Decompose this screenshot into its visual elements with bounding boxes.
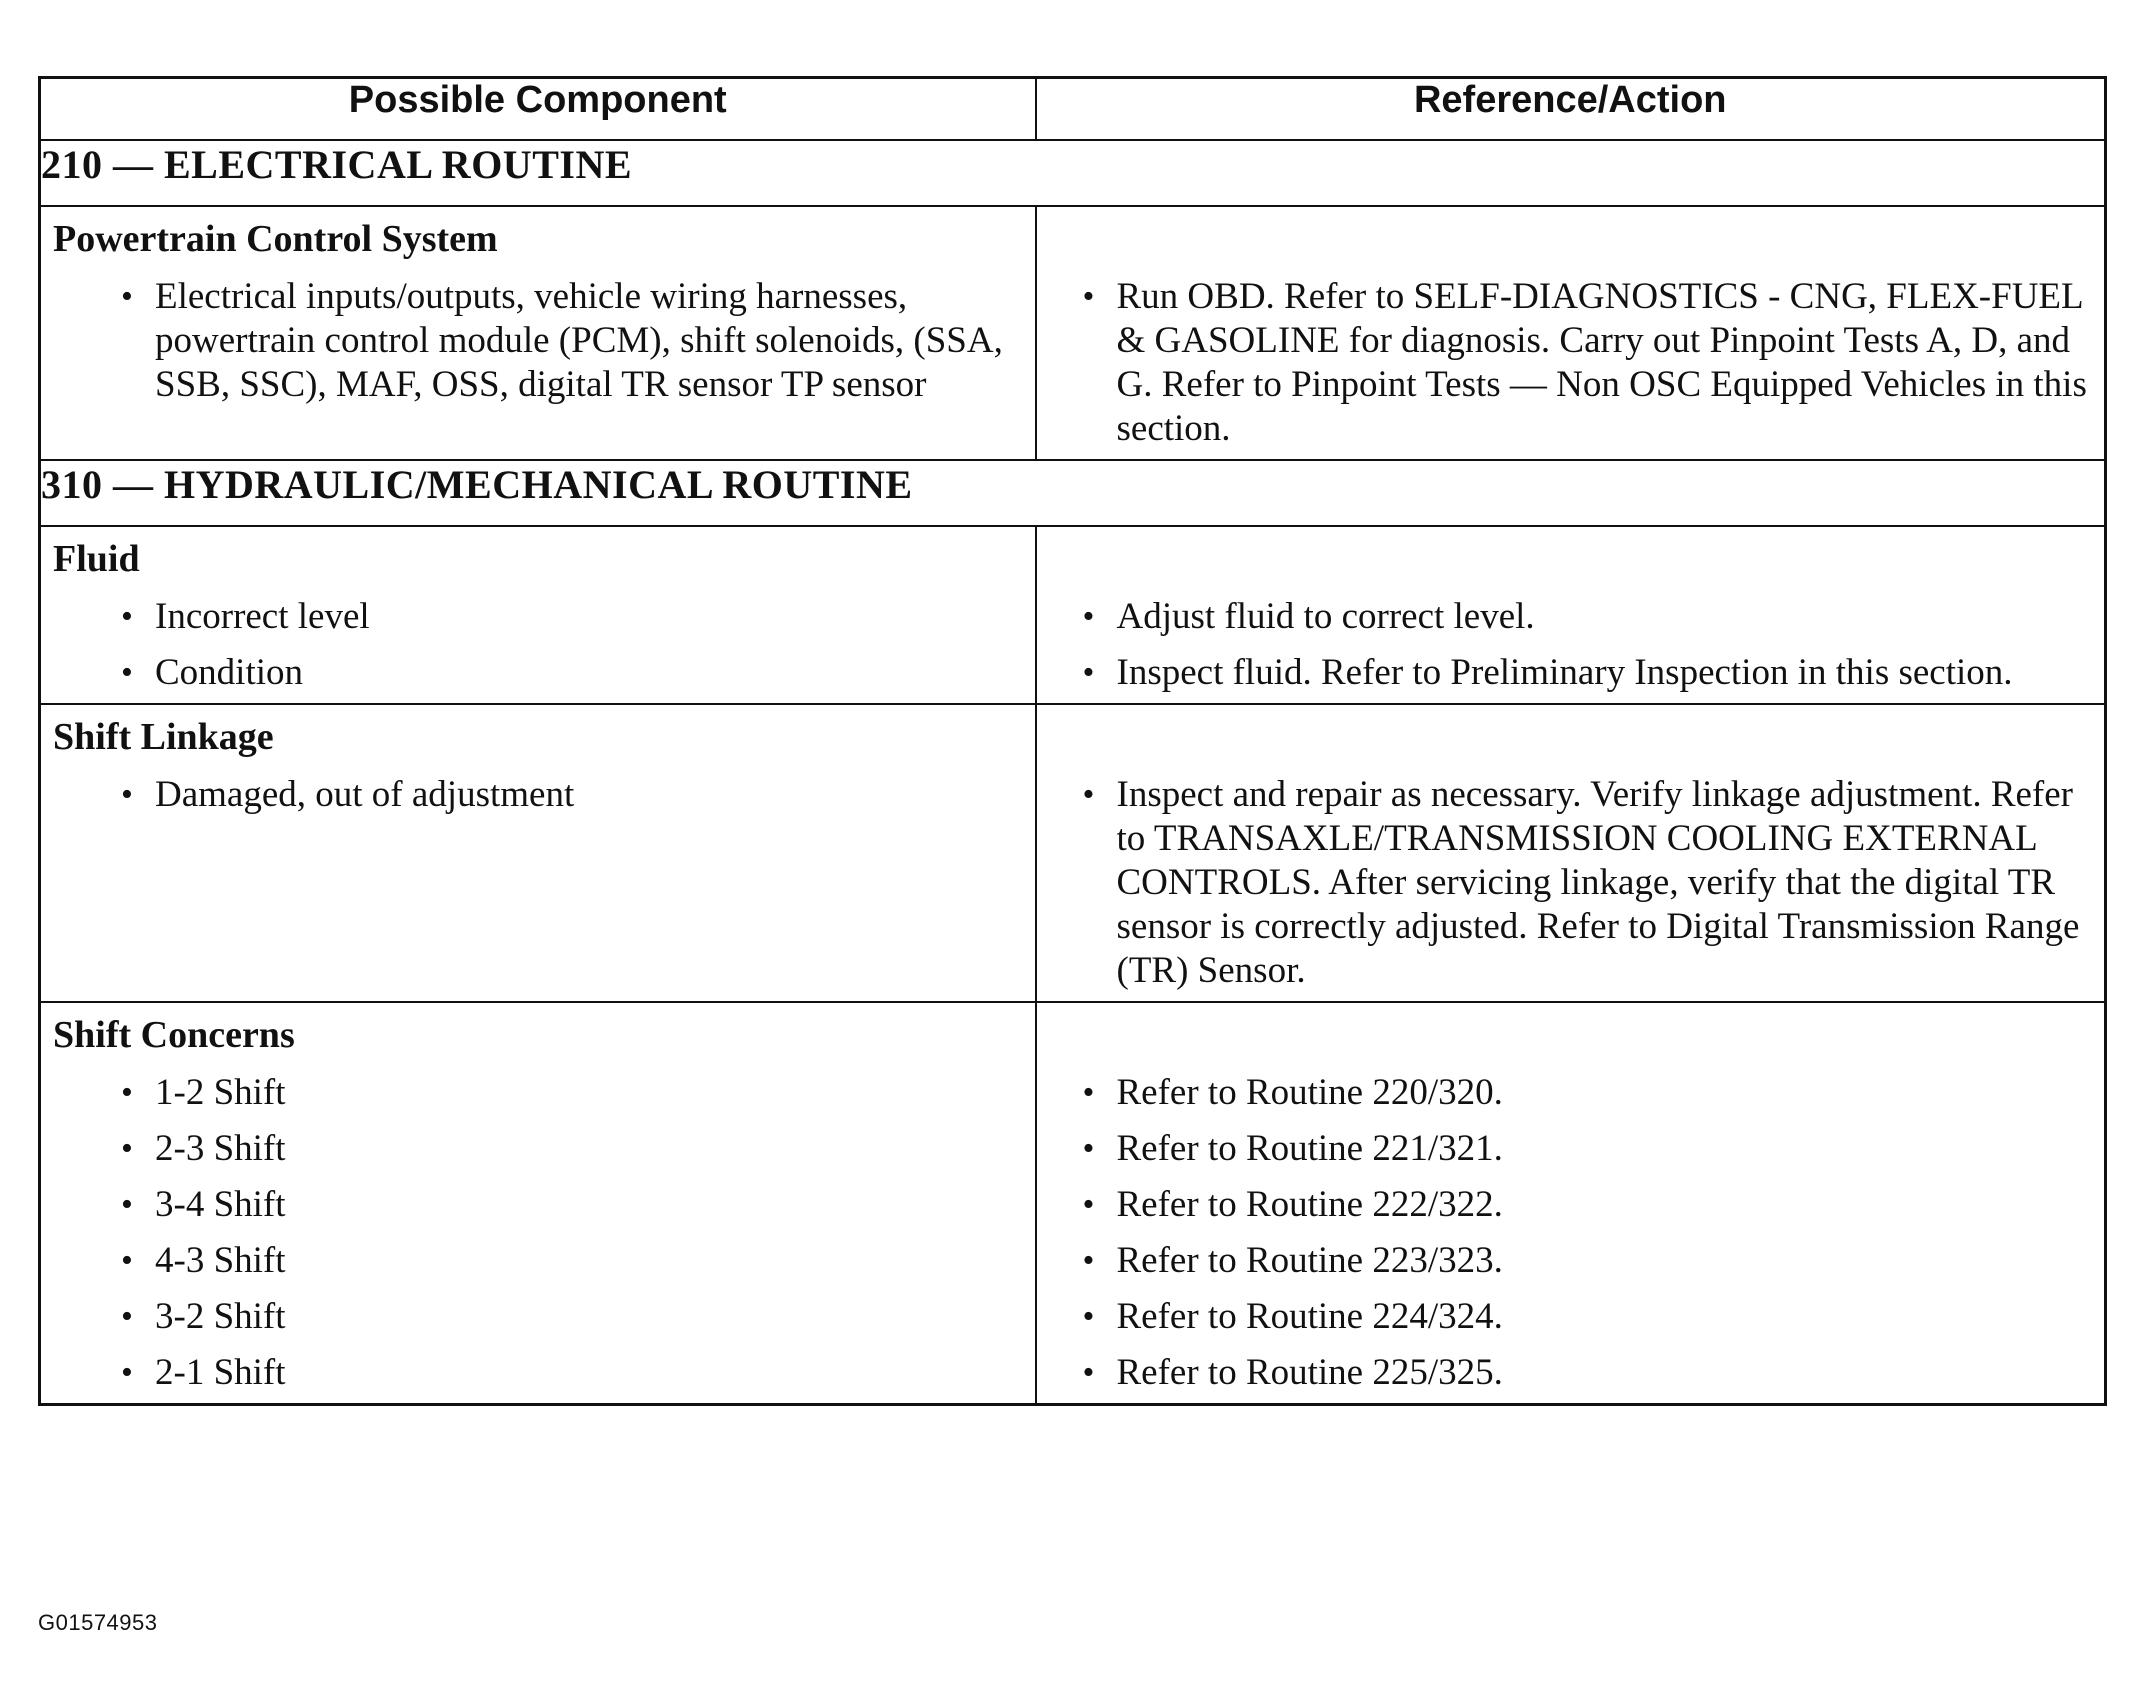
component-text: Damaged, out of adjustment	[155, 774, 575, 815]
bullet-icon: •	[121, 1186, 133, 1223]
figure-id-label: G01574953	[38, 1610, 158, 1635]
bullet-icon: •	[1082, 654, 1095, 691]
component-cell	[40, 1002, 1036, 1405]
list-item	[41, 1295, 1035, 1339]
section-row	[40, 140, 2106, 206]
bullet-icon: •	[121, 776, 133, 813]
list-item	[1037, 1183, 2105, 1227]
component-list	[41, 275, 1035, 415]
action-cell	[1036, 206, 2106, 460]
list-item	[1037, 1239, 2105, 1283]
bullet-icon: •	[1082, 776, 1095, 813]
action-text: Inspect and repair as necessary. Verify linkage adjustment. Refer to TRANSAXLE/TRANSMISSION COOLING EXTERNAL CONTROLS. After servicing linkage, verify that the digital TR sensor is correctly adjusted. Refer to Digital Transmission Range (TR) Sensor.	[1116, 774, 2080, 991]
bullet-icon: •	[1082, 1354, 1095, 1391]
action-cell	[1036, 704, 2106, 1002]
component-text: Condition	[155, 652, 304, 693]
component-text: 2-1 Shift	[155, 1352, 286, 1393]
list-item	[41, 1351, 1035, 1395]
component-list	[41, 773, 1035, 825]
list-item	[41, 773, 1035, 817]
bullet-icon: •	[121, 278, 133, 315]
list-item	[1037, 1351, 2105, 1395]
action-list	[1037, 773, 2105, 1001]
component-text: 2-3 Shift	[155, 1128, 286, 1169]
action-text: Adjust fluid to correct level.	[1116, 596, 1535, 637]
list-item	[41, 1127, 1035, 1171]
bullet-icon: •	[121, 1298, 133, 1335]
bullet-icon: •	[1082, 1130, 1095, 1167]
list-item	[1037, 595, 2105, 639]
group-row	[40, 526, 2106, 704]
list-item	[41, 1239, 1035, 1283]
action-text: Inspect fluid. Refer to Preliminary Inspection in this section.	[1116, 652, 2013, 693]
component-text: Incorrect level	[155, 596, 370, 637]
section-title: 210 — ELECTRICAL ROUTINE	[40, 140, 2106, 206]
group-row	[40, 206, 2106, 460]
component-cell	[40, 526, 1036, 704]
list-item	[1037, 1071, 2105, 1115]
list-item	[41, 651, 1035, 695]
list-item	[41, 595, 1035, 639]
bullet-icon: •	[1082, 278, 1095, 315]
bullet-icon: •	[1082, 1186, 1095, 1223]
component-list	[41, 1071, 1035, 1403]
bullet-icon: •	[1082, 1242, 1095, 1279]
action-text: Refer to Routine 224/324.	[1116, 1296, 1503, 1337]
action-text: Refer to Routine 223/323.	[1116, 1240, 1503, 1281]
bullet-icon: •	[121, 1354, 133, 1391]
section-row	[40, 460, 2106, 526]
column-header-component: Possible Component	[40, 78, 1036, 141]
bullet-icon: •	[121, 1242, 133, 1279]
group-title: Powertrain Control System	[53, 218, 498, 260]
action-text: Refer to Routine 221/321.	[1116, 1128, 1503, 1169]
group-row	[40, 704, 2106, 1002]
bullet-icon: •	[1082, 598, 1095, 635]
component-cell	[40, 206, 1036, 460]
action-list	[1037, 595, 2105, 703]
component-text: 3-2 Shift	[155, 1296, 286, 1337]
list-item	[1037, 1127, 2105, 1171]
bullet-icon: •	[121, 654, 133, 691]
list-item	[41, 275, 1035, 407]
action-text: Refer to Routine 225/325.	[1116, 1352, 1503, 1393]
component-text: 1-2 Shift	[155, 1072, 286, 1113]
header-row	[40, 78, 2106, 141]
bullet-icon: •	[121, 598, 133, 635]
component-text: 3-4 Shift	[155, 1184, 286, 1225]
group-title: Shift Linkage	[53, 716, 274, 758]
action-text: Run OBD. Refer to SELF-DIAGNOSTICS - CNG, FLEX-FUEL & GASOLINE for diagnosis. Carry out Pinpoint Tests A, D, and G. Refer to Pinpoint Tests — Non OSC Equipped Vehicles in this section.	[1116, 276, 2087, 449]
component-text: 4-3 Shift	[155, 1240, 286, 1281]
list-item	[1037, 1295, 2105, 1339]
list-item	[41, 1183, 1035, 1227]
bullet-icon: •	[1082, 1298, 1095, 1335]
diagnosis-table	[38, 76, 2107, 1406]
group-title: Shift Concerns	[53, 1014, 295, 1056]
list-item	[41, 1071, 1035, 1115]
action-list	[1037, 275, 2105, 459]
action-list	[1037, 1071, 2105, 1403]
section-title: 310 — HYDRAULIC/MECHANICAL ROUTINE	[40, 460, 2106, 526]
list-item	[1037, 651, 2105, 695]
action-cell	[1036, 526, 2106, 704]
group-title: Fluid	[53, 538, 140, 580]
action-text: Refer to Routine 220/320.	[1116, 1072, 1503, 1113]
bullet-icon: •	[121, 1074, 133, 1111]
component-list	[41, 595, 1035, 703]
column-header-action: Reference/Action	[1036, 78, 2106, 141]
list-item	[1037, 275, 2105, 451]
component-cell	[40, 704, 1036, 1002]
action-text: Refer to Routine 222/322.	[1116, 1184, 1503, 1225]
bullet-icon: •	[1082, 1074, 1095, 1111]
action-cell	[1036, 1002, 2106, 1405]
list-item	[1037, 773, 2105, 993]
component-text: Electrical inputs/outputs, vehicle wiring harnesses, powertrain control module (PCM), shift solenoids, (SSA, SSB, SSC), MAF, OSS, digital TR sensor TP sensor	[155, 276, 1003, 405]
bullet-icon: •	[121, 1130, 133, 1167]
group-row	[40, 1002, 2106, 1405]
